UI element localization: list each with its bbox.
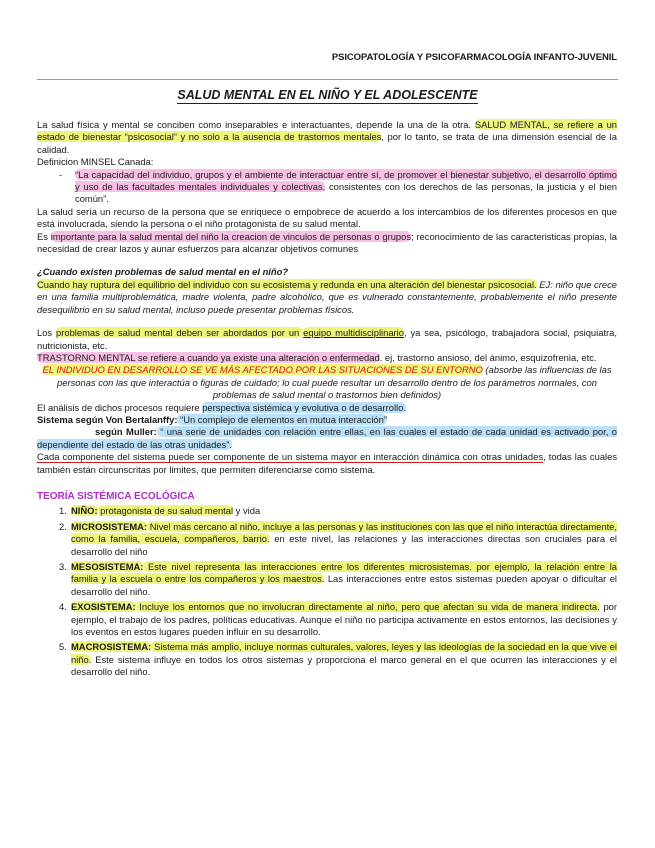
list-rest: y vida: [233, 505, 261, 517]
list-rest: en este nivel, las relaciones y las interacciones directas son cruciales para el desarrollo del niño: [71, 533, 617, 557]
p5-text: Los: [37, 327, 57, 339]
list-highlight: protagonista de su salud mental: [97, 505, 234, 517]
p8-text: El análisis de dichos procesos requiere: [37, 401, 203, 413]
page-title: [0, 88, 655, 102]
list-number: 2.: [59, 520, 67, 532]
list-rest: Las interacciones entre estos sistemas pueden apoyar o dificultar el desarrollo del niño.: [71, 573, 617, 597]
paragraph-recurso: La salud sería un recurso de la persona que se enriquece o empobrece de acuerdo a los intercambios de los diferentes procesos en que está involucrada, siendo la persona o el niño protagonista de su salud mental.: [37, 205, 617, 230]
section-heading: TEORÍA SISTÉMICA ECOLÓGICA: [37, 490, 195, 502]
paragraph-importante: [37, 231, 617, 256]
list-item: [37, 521, 617, 558]
header-divider: [37, 79, 618, 80]
paragraph-analisis: [37, 402, 617, 414]
p6-highlight: TRASTORNO MENTAL se refiere a cuando ya existe una alteración o enfermedad: [37, 351, 380, 363]
list-item: [37, 601, 617, 638]
list-highlight: Este nivel representa las interacciones entre los diferentes microsistemas. por ejemplo, la relación entre la familia y la escuela o entre los compañeros y los maestros.: [71, 561, 617, 585]
ecological-list: [37, 505, 617, 678]
paragraph-componente: [37, 451, 617, 476]
p7-red-highlight: EL INDIVIDUO EN DESARROLLO SE VE MÁS AFECTADO POR LAS SITUACIONES DE SU ENTORNO: [42, 364, 483, 376]
list-number: 4.: [59, 601, 67, 613]
list-label: EXOSISTEMA:: [71, 601, 136, 613]
p5-underlined: equipo multidisciplinario: [303, 327, 404, 339]
list-item: [37, 561, 617, 598]
list-label: MESOSISTEMA:: [71, 561, 144, 572]
definition-tail: consistentes con los derechos de las personas, la justicia y el bien común”.: [75, 181, 617, 205]
paragraph-problemas: [37, 327, 617, 352]
list-item: [37, 641, 617, 678]
list-label: MICROSISTEMA:: [71, 520, 148, 532]
p1-highlight: SALUD MENTAL, se refiere a un estado de bienestar “psicosocial” y no solo a la ausencia de trastornos mentales: [37, 119, 617, 143]
paragraph-bertalanffy: [37, 414, 617, 426]
p3-tail: ; reconocimiento de las caracteristicas propias, la necesidad de crear lazos y aunar esfuerzos para alcanzar objetivos comunes: [37, 230, 617, 255]
p4-example: EJ: niño que crece en una familia multiproblemática, madre violenta, padre alcohólico, que es vulnerado constantemente, probablemente el niño presente desequilibrio en su salud mental, incluso puede presentar problemas físicos.: [37, 278, 617, 315]
p6-tail: . ej, trastorno ansioso, del ánimo, esquizofrenia, etc.: [379, 351, 597, 363]
p10-label: según Muller:: [95, 426, 157, 438]
page-title-text: SALUD MENTAL EN EL NIÑO Y EL ADOLESCENTE: [177, 88, 478, 102]
list-number: 1.: [59, 505, 67, 517]
list-number: 5.: [59, 641, 67, 653]
list-rest: por ejemplo, el trabajo de los padres, políticas educativas. Aunque el niño no participa activamente en estos entornos, las decisiones y los eventos en estos lugares pueden influir en su desarrollo.: [71, 601, 617, 638]
p7-tail: (absorbe las influencias de las personas con las que interactúa o figuras de cuidado; lo cual puede resultar un desarrollo dentro de los parámetros normales, con problemas de salud mental o trastornos bien definidos): [57, 364, 612, 401]
list-highlight: Nivel más cercano al niño, incluye a las personas y las instituciones con las que el niño interactúa directamente, como la familia, escuela, compañeros, barrio.: [71, 520, 617, 545]
definition-text: [75, 169, 617, 206]
definition-label: Definicion MINSEL Canada:: [37, 156, 154, 168]
definition-bullet: [37, 169, 617, 206]
paragraph-trastorno: [37, 352, 617, 364]
list-highlight: Sistema más amplio, incluye normas culturales, valores, leyes y las ideologías de la sociedad en la que vive el niño.: [71, 641, 617, 665]
p8-highlight: perspectiva sistémica y evolutiva o de desarrollo.: [202, 401, 406, 413]
course-header: PSICOPATOLOGÍA Y PSICOFARMACOLOGÍA INFANTO-JUVENIL: [331, 52, 617, 63]
p11-tail: , todas las cuales también están circunscritas por limites, que permiten diferenciarse como sistema.: [37, 451, 618, 475]
p3-highlight: importante para la salud mental del niño la creacion de vinculos de personas o grupos: [50, 230, 412, 242]
list-highlight: Incluye los entornos que no involucran directamente al niño, pero que afectan su vida de manera indirecta.: [135, 601, 600, 613]
document-body: [37, 119, 617, 682]
p11-underlined: Cada componente del sistema puede ser componente de un sistema mayor en interacción dinámica con otras unidades: [37, 451, 544, 463]
paragraph-individuo: [37, 364, 617, 401]
question-heading: ¿Cuando existen problemas de salud mental en el niño?: [37, 266, 289, 278]
p9-label: Sistema según Von Bertalanffy:: [37, 413, 178, 425]
list-rest: Este sistema influye en todos los otros sistemas y proporciona el marco general en el que ocurren las interacciones y el desarrollo del niño.: [71, 653, 617, 678]
p4-highlight: Cuando hay ruptura del equilibrio del individuo con su ecosistema y redunda en una alteración del bienestar psicosocial.: [37, 278, 537, 290]
paragraph-muller: [37, 426, 617, 451]
list-item: [37, 505, 617, 517]
p9-highlight: “Un complejo de elementos en mutua interacción”: [177, 413, 387, 425]
p1-tail: , por lo tanto, se trata de una dimensión esencial de la calidad.: [37, 131, 617, 155]
bullet-dash: -: [59, 168, 63, 180]
p3-text: Es: [37, 230, 51, 242]
p10-highlight: “ una serie de unidades con relación entre ellas, en las cuales el estado de cada unidad es activado por, o dependiente del estado de las otras unidades”.: [37, 426, 617, 450]
list-number: 3.: [59, 561, 67, 572]
paragraph-ruptura: [37, 279, 617, 316]
definition-highlight: “La capacidad del individuo, grupos y el ambiente de interactuar entre sí, de promover el bienestar subjetivo, el desarrollo óptimo y uso de las facultades mentales individuales y colectivas,: [75, 168, 617, 193]
list-label: MACROSISTEMA:: [71, 641, 152, 653]
paragraph-salud-fisica: [37, 119, 617, 156]
p1-text: La salud física y mental se conciben como inseparables e interactuantes, depende la una de la otra.: [37, 119, 472, 130]
list-label: NIÑO:: [71, 505, 98, 517]
p5-highlight: problemas de salud mental deben ser abordados por un: [56, 327, 304, 339]
p5-tail: , ya sea, psicólogo, trabajadora social, psiquiatra, nutricionista, etc.: [37, 327, 617, 351]
